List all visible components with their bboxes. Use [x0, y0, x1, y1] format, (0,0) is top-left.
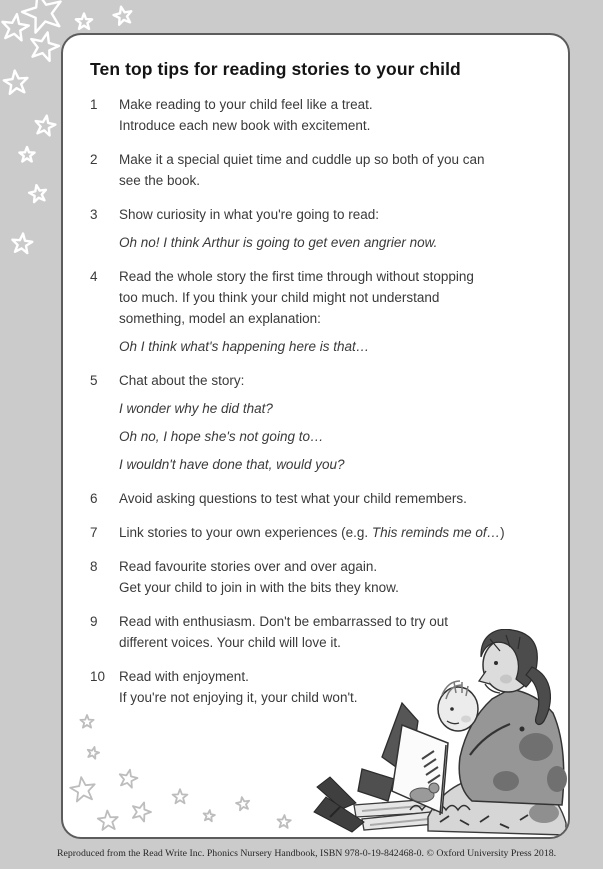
tip-number: 5	[90, 373, 98, 388]
tip-text-line: If you're not enjoying it, your child won't.	[119, 690, 358, 705]
tip-number: 9	[90, 614, 98, 629]
tip-example-line: I wouldn't have done that, would you?	[119, 457, 345, 472]
tip-text-line: different voices. Your child will love it.	[119, 635, 341, 650]
tip-item-4	[90, 266, 544, 357]
tip-text-line: Read the whole story the first time through without stopping	[119, 269, 474, 284]
tip-item-3	[90, 204, 544, 253]
tip-text-line: Read with enthusiasm. Don't be embarrassed to try out	[119, 614, 448, 629]
tip-example-line: Oh I think what's happening here is that…	[119, 339, 370, 354]
tip-example-line: I wonder why he did that?	[119, 401, 273, 416]
tip-number: 3	[90, 207, 98, 222]
tip-text-line: something, model an explanation:	[119, 311, 321, 326]
tip-text-line: Get your child to join in with the bits they know.	[119, 580, 399, 595]
tip-text-suffix: )	[500, 525, 505, 540]
tip-item-6	[90, 488, 544, 509]
tip-text-line: Make it a special quiet time and cuddle up so both of you can	[119, 152, 485, 167]
tip-number: 8	[90, 559, 98, 574]
handout-page	[61, 33, 570, 839]
tip-text-line: Introduce each new book with excitement.	[119, 118, 371, 133]
tip-item-7	[90, 522, 544, 543]
tip-text-line: Avoid asking questions to test what your child remembers.	[119, 491, 467, 506]
tip-text-line: too much. If you think your child might not understand	[119, 290, 440, 305]
tip-number: 1	[90, 97, 98, 112]
tip-example-inline: This reminds me of…	[371, 525, 501, 540]
tip-item-1	[90, 94, 544, 136]
tip-text-prefix: Link stories to your own experiences (e.g.	[119, 525, 372, 540]
tips-list	[90, 94, 544, 708]
tip-number: 4	[90, 269, 98, 284]
tip-text-line: Show curiosity in what you're going to read:	[119, 207, 379, 222]
page-title: Ten top tips for reading stories to your child	[90, 59, 461, 79]
tip-number: 10	[90, 669, 106, 684]
attribution-text: Reproduced from the Read Write Inc. Phonics Nursery Handbook, ISBN 978-0-19-842468-0. © Oxford University Press 2018.	[57, 848, 557, 859]
tip-example-line: Oh no, I hope she's not going to…	[119, 429, 324, 444]
tip-number: 7	[90, 525, 98, 540]
tip-item-10	[90, 666, 544, 708]
tip-text-line: Make reading to your child feel like a treat.	[119, 97, 373, 112]
tip-text-line: Chat about the story:	[119, 373, 245, 388]
tip-item-2	[90, 149, 544, 191]
tip-number: 2	[90, 152, 98, 167]
tip-text-line: Read with enjoyment.	[119, 669, 249, 684]
tip-text-line: Read favourite stories over and over again.	[119, 559, 378, 574]
tip-text-line	[119, 522, 544, 543]
tip-item-9	[90, 611, 544, 653]
tip-example-line: Oh no! I think Arthur is going to get even angrier now.	[119, 235, 438, 250]
tip-item-8	[90, 556, 544, 598]
tip-number: 6	[90, 491, 98, 506]
tip-item-5	[90, 370, 544, 475]
tip-text-line: see the book.	[119, 173, 201, 188]
